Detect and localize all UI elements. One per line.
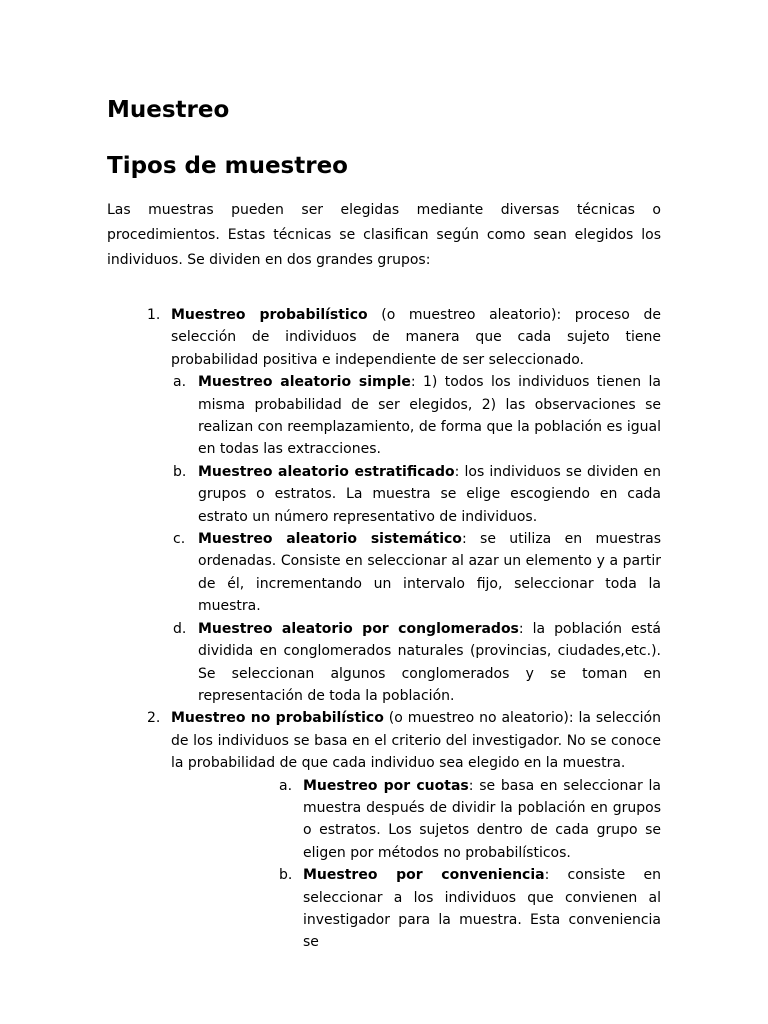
description-systematic: : se utiliza en muestras ordenadas. Consiste en seleccionar al azar un elemento y a partir de él, incrementando un intervalo fijo, seleccionar toda la muestra. (198, 531, 661, 615)
term-convenience: Muestreo por conveniencia (303, 867, 545, 884)
term-cluster: Muestreo aleatorio por conglomerados (198, 620, 519, 637)
intro-paragraph: Las muestras pueden ser elegidas mediante diversas técnicas o procedimientos. Estas técnicas se clasifican según como sean elegidos los individuos. Se dividen en dos grandes grupos: (107, 202, 661, 268)
list-item-non-probabilistic (107, 707, 661, 953)
term-systematic: Muestreo aleatorio sistemático (198, 531, 462, 548)
section-heading: Tipos de muestreo (107, 153, 348, 179)
description-convenience: : consiste en seleccionar a los individuos que convienen al investigador para la muestra. Esta conveniencia se (303, 867, 661, 951)
list-letter: a. (173, 374, 187, 391)
list-number: 2. (147, 710, 161, 727)
description-simple-random: : 1) todos los individuos tienen la misma probabilidad de ser elegidos, 2) las observaciones se realizan con reemplazamiento, de forma que la población es igual en todas las extracciones. (198, 374, 661, 458)
list-letter: a. (279, 777, 293, 794)
list-item-simple-random (171, 371, 661, 461)
document-title: Muestreo (107, 97, 230, 123)
term-stratified: Muestreo aleatorio estratificado (198, 463, 455, 480)
term-probabilistic: Muestreo probabilístico (171, 307, 368, 323)
list-number: 1. (147, 307, 161, 323)
list-item-systematic (171, 528, 661, 618)
term-quota: Muestreo por cuotas (303, 777, 469, 794)
description-cluster: : la población está dividida en conglomerados naturales (provincias, ciudades,etc.). Se seleccionan algunos conglomerados y se toman en representación de toda la población. (198, 620, 661, 704)
sampling-groups-list (107, 304, 661, 954)
list-item-stratified (171, 461, 661, 528)
probabilistic-subtypes-list (171, 371, 661, 707)
term-simple-random: Muestreo aleatorio simple (198, 374, 411, 391)
list-item-quota (171, 775, 661, 865)
description-non-probabilistic: (o muestreo no aleatorio): la selección de los individuos se basa en el criterio del investigador. No se conoce la probabilidad de que cada individuo sea elegido en la muestra. (171, 710, 661, 772)
list-item-convenience (171, 864, 661, 954)
list-item-probabilistic (107, 304, 661, 707)
document-page (107, 92, 661, 954)
list-letter: b. (279, 867, 293, 884)
list-letter: c. (173, 531, 186, 548)
list-letter: b. (173, 463, 187, 480)
description-quota: : se basa en seleccionar la muestra después de dividir la población en grupos o estratos. Los sujetos dentro de cada grupo se eligen por métodos no probabilísticos. (303, 777, 661, 861)
non-probabilistic-subtypes-list (171, 775, 661, 954)
list-letter: d. (173, 620, 187, 637)
term-non-probabilistic: Muestreo no probabilístico (171, 710, 384, 727)
description-probabilistic: (o muestreo aleatorio): proceso de selección de individuos de manera que cada sujeto tiene probabilidad positiva e independiente de ser seleccionado. (171, 307, 661, 368)
list-item-cluster (171, 618, 661, 708)
description-stratified: : los individuos se dividen en grupos o estratos. La muestra se elige escogiendo en cada estrato un número representativo de individuos. (198, 463, 661, 525)
